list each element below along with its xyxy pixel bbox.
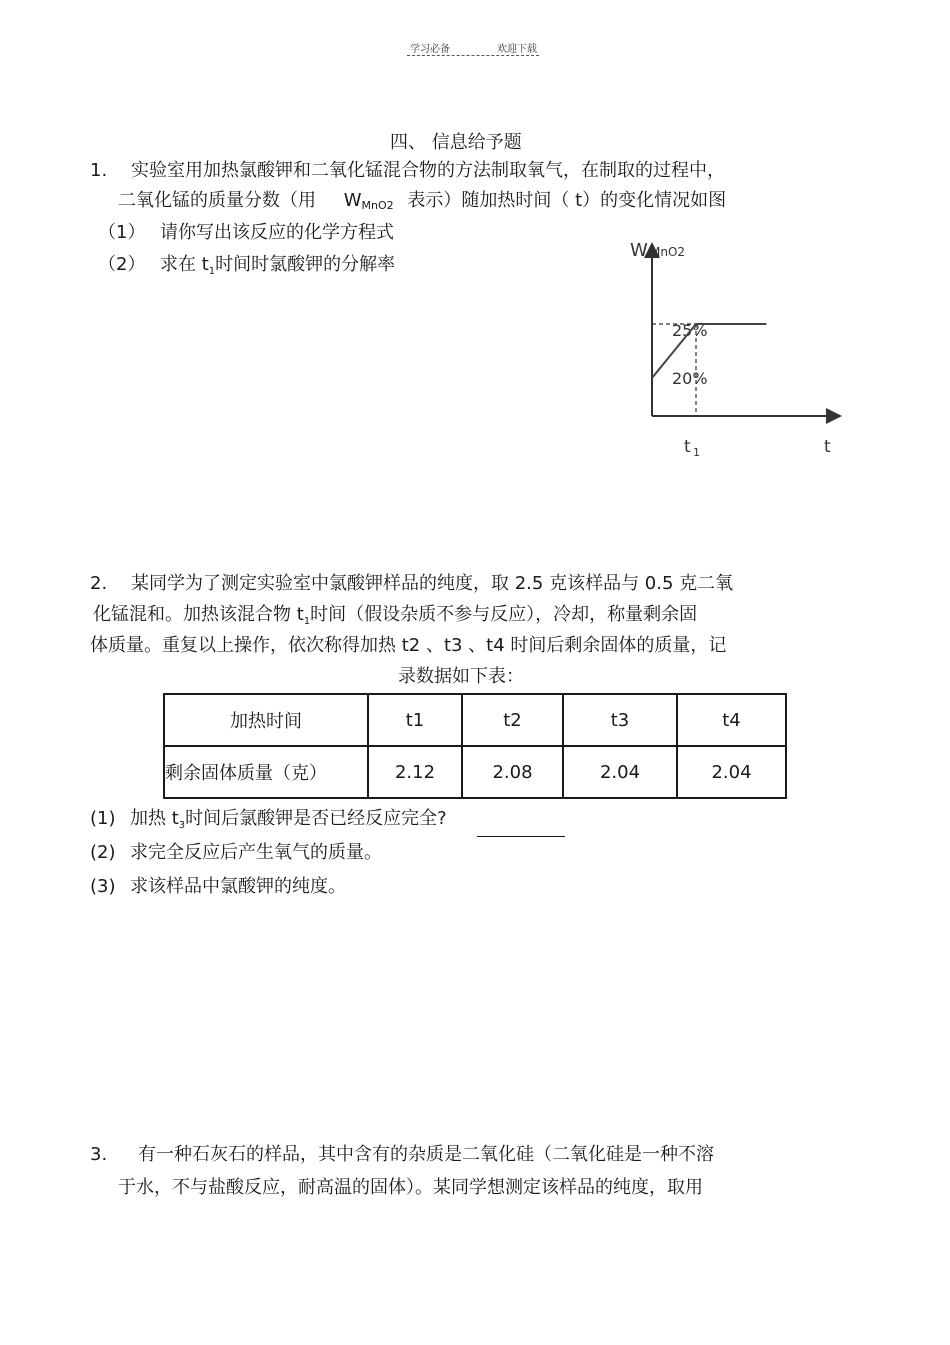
table-time-cell: t4 [677, 694, 786, 746]
table-header-label: 加热时间 [164, 694, 368, 746]
table-header-row [164, 694, 786, 746]
q3-line2: 于水，不与盐酸反应，耐高温的固体）。某同学想测定该样品的纯度，取用 [118, 1177, 703, 1198]
header-divider [407, 55, 539, 56]
q2-line3: 体质量。重复以上操作，依次称得加热 t2 、t3 、t4 时间后剩余固体的质量，记 [90, 635, 727, 656]
q1-line2-pre: 二氧化锰的质量分数（用 [118, 190, 316, 211]
q2-number: 2. [90, 573, 108, 594]
chart-x-tick-sub: 1 [693, 446, 700, 459]
q1-line2-post: 表示）随加热时间（ t）的变化情况如图 [407, 190, 727, 211]
q2-sub3-number: (3) [90, 876, 116, 897]
q1-symbol-w: W [343, 190, 362, 211]
q3-line1: 有一种石灰石的样品，其中含有的杂质是二氧化硅（二氧化硅是一种不溶 [138, 1144, 714, 1165]
q2-line2-pre: 化锰混和。加热该混合物 t [93, 604, 304, 625]
table-time-cell: t1 [368, 694, 462, 746]
section-title: 四、 信息给予题 [390, 132, 522, 153]
q2-line2-sub: 1 [303, 616, 311, 627]
q3-number: 3. [90, 1144, 108, 1165]
q1-sub1-text: 请你写出该反应的化学方程式 [160, 222, 394, 243]
q2-sub1-pre: 加热 t [130, 808, 179, 829]
q1-sub2-text [160, 254, 395, 283]
q2-sub2-number: (2) [90, 842, 116, 863]
table-mass-cell: 2.04 [677, 746, 786, 798]
chart-x-tick-label: t [684, 437, 691, 457]
mass-table [163, 693, 787, 799]
table-mass-row [164, 746, 786, 798]
chart-annotation-25: 25% [672, 321, 708, 340]
q1-sub2-post: 时间时氯酸钾的分解率 [215, 254, 396, 275]
chart-series-line [652, 324, 766, 378]
q2-sub3-text: 求该样品中氯酸钾的纯度。 [130, 876, 346, 897]
mno2-chart [620, 232, 860, 468]
q1-sub2-sub: 1 [208, 266, 216, 277]
table-row-label: 剩余固体质量（克） [164, 746, 368, 798]
chart-annotation-20: 20% [672, 369, 708, 388]
q1-number: 1. [90, 160, 108, 181]
q2-sub2-text: 求完全反应后产生氧气的质量。 [130, 842, 382, 863]
table-time-cell: t3 [563, 694, 677, 746]
chart-ylabel: W [630, 240, 648, 261]
header-right: 欢迎下载 [497, 44, 537, 55]
chart-ylabel-sub: MnO2 [650, 245, 686, 259]
header-left: 学习必备 [410, 44, 450, 55]
q2-sub1-text [130, 808, 565, 837]
q1-sub2-pre: 求在 t [160, 254, 209, 275]
q2-line4: 录数据如下表： [398, 666, 524, 687]
table-time-cell: t2 [462, 694, 563, 746]
q2-sub1-post: 时间后氯酸钾是否已经反应完全? [185, 808, 447, 829]
q2-sub1-number: (1) [90, 808, 116, 829]
q1-sub2-number: （2） [98, 254, 146, 275]
q1-line2 [118, 190, 726, 217]
table-mass-cell: 2.08 [462, 746, 563, 798]
q1-line1: 实验室用加热氯酸钾和二氧化锰混合物的方法制取氧气，在制取的过程中， [131, 160, 725, 181]
chart-xlabel: t [824, 437, 831, 457]
q2-sub1-sub: 3 [178, 820, 186, 831]
q1-sub1-number: （1） [98, 222, 146, 243]
q2-line1: 某同学为了测定实验室中氯酸钾样品的纯度，取 2.5 克该样品与 0.5 克二氧 [131, 573, 734, 594]
answer-blank[interactable] [477, 820, 565, 837]
table-mass-cell: 2.04 [563, 746, 677, 798]
q2-line2-post: 时间（假设杂质不参与反应），冷却，称量剩余固 [310, 604, 698, 625]
q1-symbol-sub: MnO2 [361, 199, 394, 212]
q2-line2 [93, 604, 697, 633]
table-mass-cell: 2.12 [368, 746, 462, 798]
